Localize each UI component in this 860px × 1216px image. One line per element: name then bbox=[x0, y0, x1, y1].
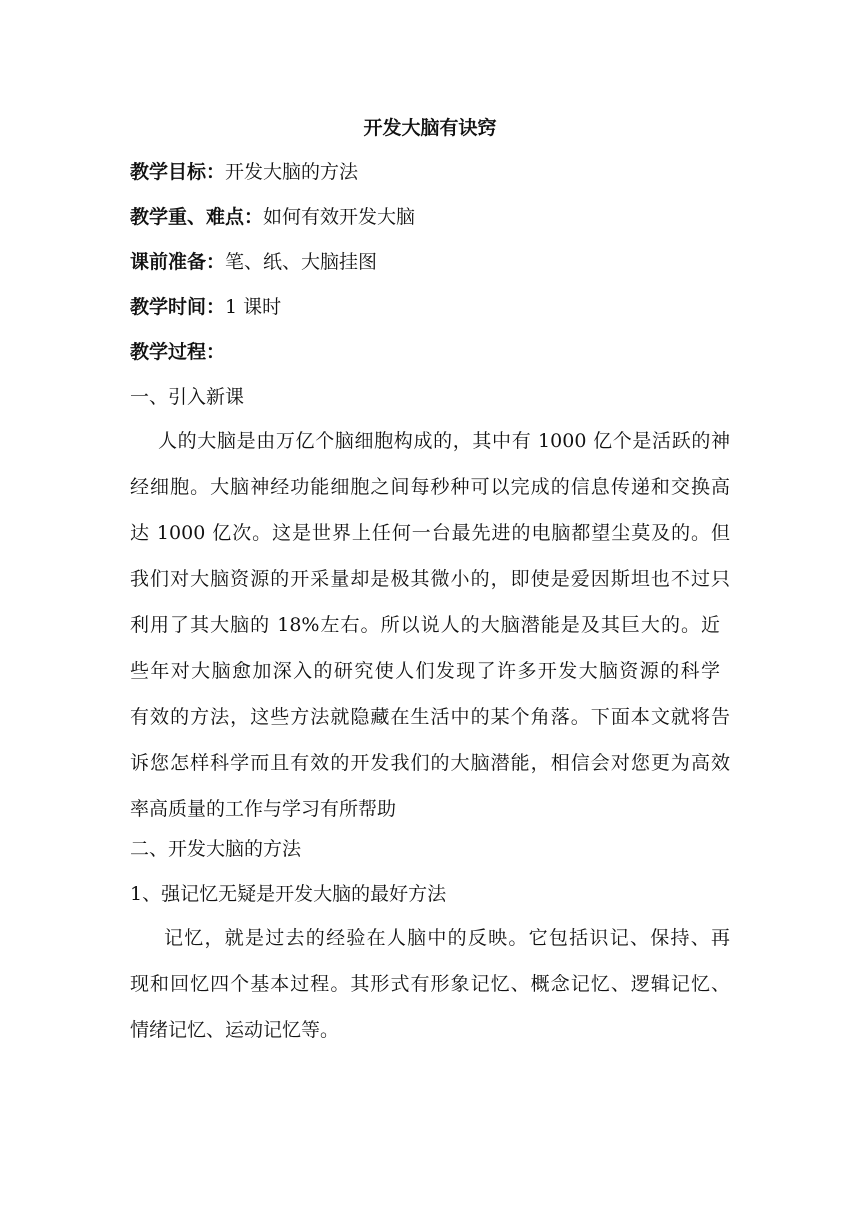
paragraph-line: 情绪记忆、运动记忆等。 bbox=[130, 1019, 340, 1041]
paragraph-line: 诉您怎样科学而且有效的开发我们的大脑潜能，相信会对您更为高效 bbox=[130, 752, 730, 774]
field-value: 开发大脑的方法 bbox=[225, 161, 359, 183]
field-value: 如何有效开发大脑 bbox=[263, 206, 416, 228]
document-title: 开发大脑有诀窍 bbox=[363, 117, 497, 139]
paragraph-line: 记忆，就是过去的经验在人脑中的反映。它包括识记、保持、再 bbox=[164, 927, 730, 949]
paragraph-line: 现和回忆四个基本过程。其形式有形象记忆、概念记忆、逻辑记忆、 bbox=[130, 973, 730, 995]
field-teaching-process bbox=[130, 340, 225, 364]
field-label: 课前准备： bbox=[130, 251, 226, 273]
paragraph-line: 人的大脑是由万亿个脑细胞构成的，其中有 1000 亿个是活跃的神 bbox=[158, 430, 730, 452]
field-teaching-time bbox=[130, 295, 281, 319]
paragraph-intro bbox=[130, 418, 730, 832]
section-heading: 一、引入新课 bbox=[130, 386, 245, 408]
paragraph-line: 些年对大脑愈加深入的研究使人们发现了许多开发大脑资源的科学 bbox=[130, 660, 720, 682]
paragraph-memory bbox=[130, 915, 730, 1053]
field-label: 教学重、难点： bbox=[130, 206, 264, 228]
field-label: 教学过程： bbox=[130, 341, 226, 363]
field-label: 教学时间： bbox=[130, 296, 226, 318]
field-value: 1 课时 bbox=[225, 296, 282, 318]
field-teaching-goal bbox=[130, 160, 358, 184]
field-key-points bbox=[130, 205, 415, 229]
paragraph-line: 达 1000 亿次。这是世界上任何一台最先进的电脑都望尘莫及的。但 bbox=[130, 522, 730, 544]
paragraph-line: 利用了其大脑的 18%左右。所以说人的大脑潜能是及其巨大的。近 bbox=[130, 614, 720, 636]
field-preparation bbox=[130, 250, 377, 274]
section-heading: 二、开发大脑的方法 bbox=[130, 838, 302, 860]
field-label: 教学目标： bbox=[130, 161, 226, 183]
subsection-heading: 1、强记忆无疑是开发大脑的最好方法 bbox=[130, 883, 447, 905]
paragraph-line: 我们对大脑资源的开采量却是极其微小的，即使是爱因斯坦也不过只 bbox=[130, 568, 730, 590]
paragraph-line: 率高质量的工作与学习有所帮助 bbox=[130, 798, 397, 820]
paragraph-line: 经细胞。大脑神经功能细胞之间每秒种可以完成的信息传递和交换高 bbox=[130, 476, 730, 498]
field-value: 笔、纸、大脑挂图 bbox=[225, 251, 378, 273]
paragraph-line: 有效的方法，这些方法就隐藏在生活中的某个角落。下面本文就将告 bbox=[130, 706, 730, 728]
